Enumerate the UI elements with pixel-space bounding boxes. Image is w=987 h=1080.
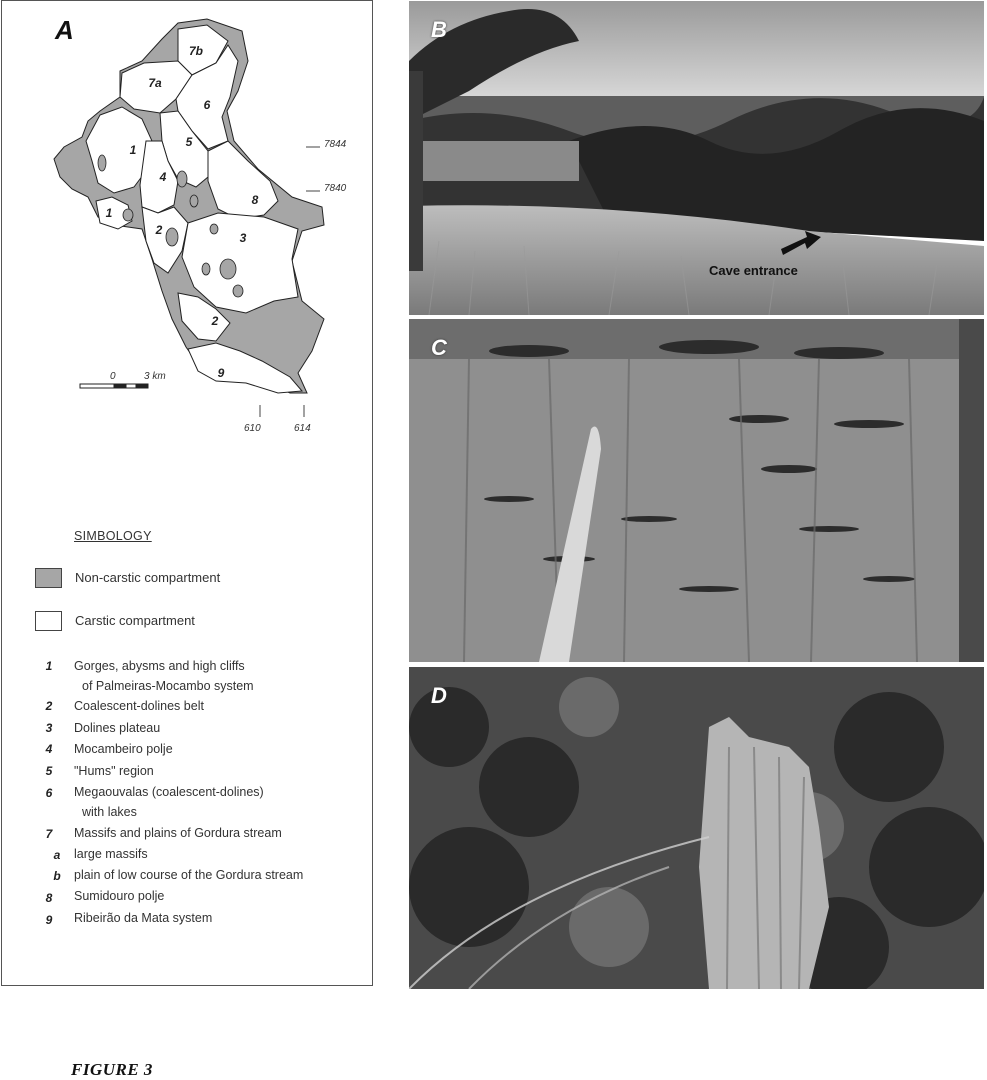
landscape-photo: [409, 1, 984, 315]
panel-letter: A: [55, 15, 74, 45]
item-text: Gorges, abysms and high cliffs: [74, 659, 245, 673]
photo-d-forest-rock: [409, 667, 984, 989]
item-text: with lakes: [82, 805, 137, 819]
photo-letter: C: [431, 335, 447, 360]
item-number: 6: [45, 786, 53, 800]
region-label: 1: [129, 143, 137, 157]
item-number: 3: [45, 721, 53, 735]
item-number: a: [53, 848, 61, 862]
forest-rock-photo: [409, 667, 984, 989]
easting-label: 614: [294, 423, 311, 434]
region-label: 8: [251, 193, 259, 207]
map-panel-a: [1, 0, 373, 986]
legend-label: Carstic compartment: [75, 613, 195, 628]
scale-bar: [80, 384, 148, 388]
region-label: 6: [203, 98, 211, 112]
region-label: 4: [159, 170, 167, 184]
photo-b-landscape: [409, 1, 984, 315]
legend-label: Non-carstic compartment: [75, 570, 221, 585]
item-text: Ribeirão da Mata system: [74, 911, 213, 925]
item-text: of Palmeiras-Mocambo system: [82, 679, 254, 693]
northing-label: 7840: [324, 183, 347, 194]
photo-c-cliff: [409, 319, 984, 662]
region-label: 9: [217, 366, 225, 380]
item-number: 4: [45, 742, 53, 756]
figure-caption: FIGURE 3: [71, 1060, 153, 1079]
photo-letter: D: [431, 683, 447, 708]
region-label: 1: [105, 206, 113, 220]
item-text: large massifs: [74, 847, 148, 861]
region-label: 2: [155, 223, 163, 237]
item-text: Sumidouro polje: [74, 889, 165, 903]
item-text: plain of low course of the Gordura stream: [74, 868, 304, 882]
item-number: 8: [45, 891, 53, 905]
easting-label: 610: [244, 423, 261, 434]
region-label: 3: [239, 231, 247, 245]
item-text: Coalescent-dolines belt: [74, 699, 204, 713]
item-number: 9: [45, 913, 53, 927]
item-text: Massifs and plains of Gordura stream: [74, 826, 282, 840]
region-label: 5: [185, 135, 193, 149]
item-text: Megaouvalas (coalescent-dolines): [74, 785, 264, 799]
item-number: 1: [45, 659, 53, 673]
carstic-swatch: [35, 611, 62, 631]
legend-title: SIMBOLOGY: [74, 529, 152, 543]
region-label: 7a: [148, 76, 162, 90]
item-text: Dolines plateau: [74, 721, 161, 735]
item-text: "Hums" region: [74, 764, 154, 778]
cave-entrance-label: Cave entrance: [709, 263, 798, 278]
cliff-photo: [409, 319, 984, 662]
non-carstic-swatch: [35, 568, 62, 588]
photo-letter: B: [431, 17, 447, 42]
item-number: b: [53, 869, 61, 883]
item-number: 5: [45, 764, 53, 778]
item-number: 2: [45, 699, 53, 713]
scale-start-label: 0: [110, 371, 116, 382]
region-label: 2: [211, 314, 219, 328]
region-label: 7b: [188, 44, 203, 58]
item-text: Mocambeiro polje: [74, 742, 173, 756]
scale-end-label: 3 km: [144, 371, 166, 382]
item-number: 7: [45, 827, 53, 841]
northing-label: 7844: [324, 139, 347, 150]
